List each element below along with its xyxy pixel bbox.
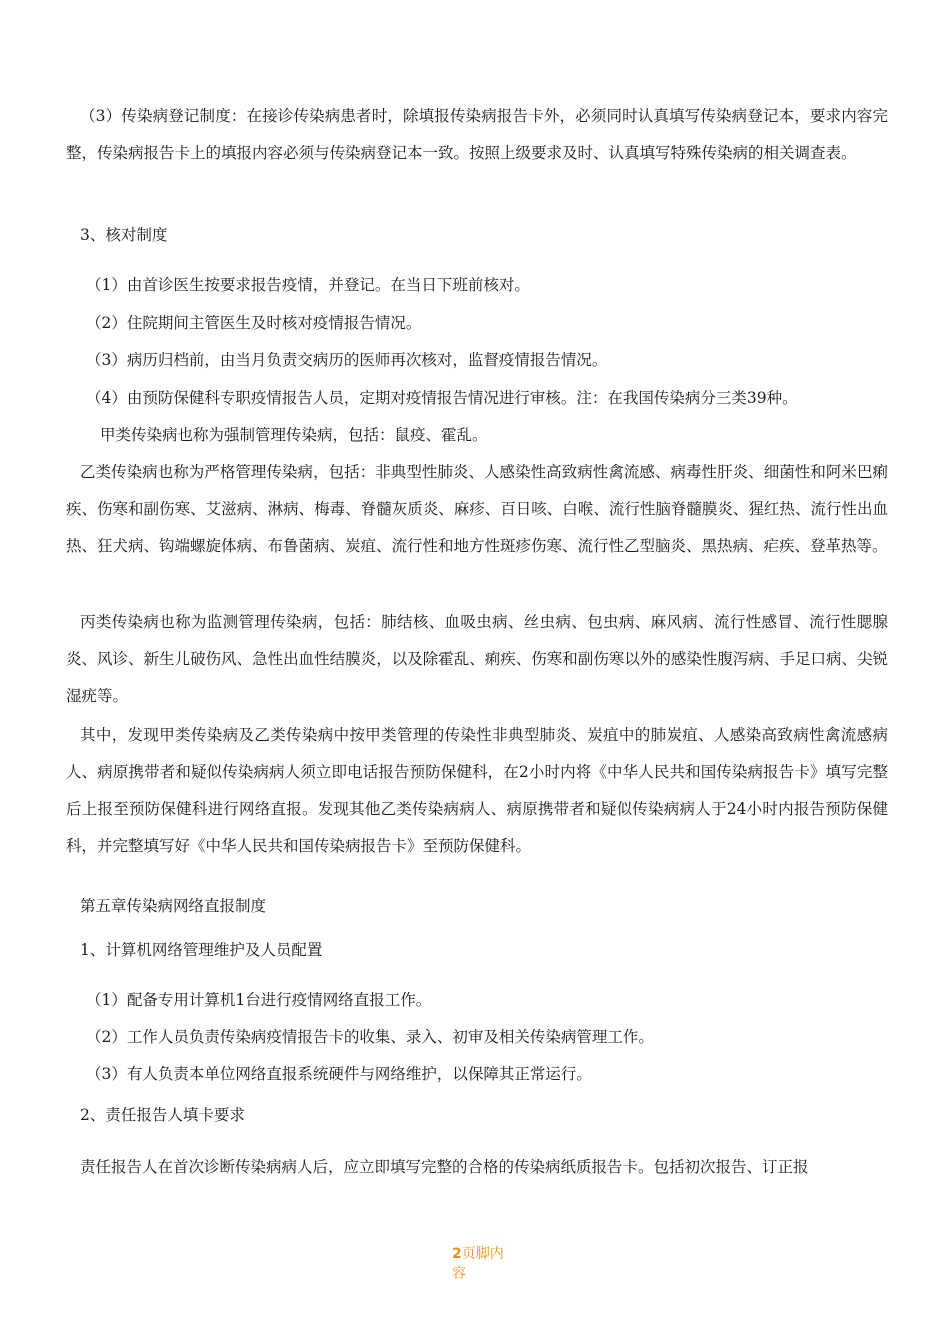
class-c-paragraph: 丙类传染病也称为监测管理传染病，包括：肺结核、血吸虫病、丝虫病、包虫病、麻风病、流行性感冒、流行性腮腺炎、风诊、新生儿破伤风、急性出血性结膜炎，以及除霍乱、痢疾、伤寒和副伤寒以外的感染性腹泻病、手足口病、尖锐湿疣等。 [66,613,888,705]
heading-check-system: 3、核对制度 [80,226,168,244]
chapter-five-title: 第五章传染病网络直报制度 [80,897,267,915]
footer-text: 页脚内容 [452,1246,504,1282]
footer-page-number: 2 [452,1246,462,1262]
section-1-heading: 1、计算机网络管理维护及人员配置 [80,941,323,959]
section-1-item-2: （2）工作人员负责传染病疫情报告卡的收集、录入、初审及相关传染病管理工作。 [86,1028,654,1046]
section-2-paragraph: 责任报告人在首次诊断传染病病人后，应立即填写完整的合格的传染病纸质报告卡。包括初次报告、订正报 [80,1158,809,1176]
section-1-item-3: （3）有人负责本单位网络直报系统硬件与网络维护，以保障其正常运行。 [86,1065,592,1083]
check-item-2: （2）住院期间主管医生及时核对疫情报告情况。 [86,314,422,332]
check-item-1: （1）由首诊医生按要求报告疫情，并登记。在当日下班前核对。 [86,276,530,294]
check-item-4: （4）由预防保健科专职疫情报告人员，定期对疫情报告情况进行审核。注：在我国传染病分三类39种。 [86,389,798,407]
class-a-paragraph: 甲类传染病也称为强制管理传染病，包括：鼠疫、霍乱。 [100,426,488,444]
check-item-3: （3）病历归档前，由当月负责交病历的医师再次核对，监督疫情报告情况。 [86,351,608,369]
class-b-paragraph: 乙类传染病也称为严格管理传染病，包括：非典型性肺炎、人感染性高致病性禽流感、病毒性肝炎、细菌性和阿米巴痢疾、伤寒和副伤寒、艾滋病、淋病、梅毒、脊髓灰质炎、麻疹、百日咳、白喉、流行性脑脊髓膜炎、猩红热、流行性出血热、狂犬病、钩端螺旋体病、布鲁菌病、炭疽、流行性和地方性斑疹伤寒、流行性乙型脑炎、黑热病、疟疾、登革热等。 [66,463,888,555]
reporting-requirements-paragraph: 其中，发现甲类传染病及乙类传染病中按甲类管理的传染性非典型肺炎、炭疽中的肺炭疽、人感染高致病性禽流感病人、病原携带者和疑似传染病病人须立即电话报告预防保健科，在2小时内将《中华人民共和国传染病报告卡》填写完整后上报至预防保健科进行网络直报。发现其他乙类传染病病人、病原携带者和疑似传染病病人于24小时内报告预防保健科，并完整填写好《中华人民共和国传染病报告卡》至预防保健科。 [66,726,888,855]
section-2-heading: 2、责任报告人填卡要求 [80,1106,245,1124]
paragraph-registration-system: （3）传染病登记制度：在接诊传染病患者时，除填报传染病报告卡外，必须同时认真填写传染病登记本，要求内容完整，传染病报告卡上的填报内容必须与传染病登记本一致。按照上级要求及时、认真填写特殊传染病的相关调查表。 [66,107,888,162]
section-1-item-1: （1）配备专用计算机1台进行疫情网络直报工作。 [86,991,432,1009]
page-footer [452,1244,516,1284]
